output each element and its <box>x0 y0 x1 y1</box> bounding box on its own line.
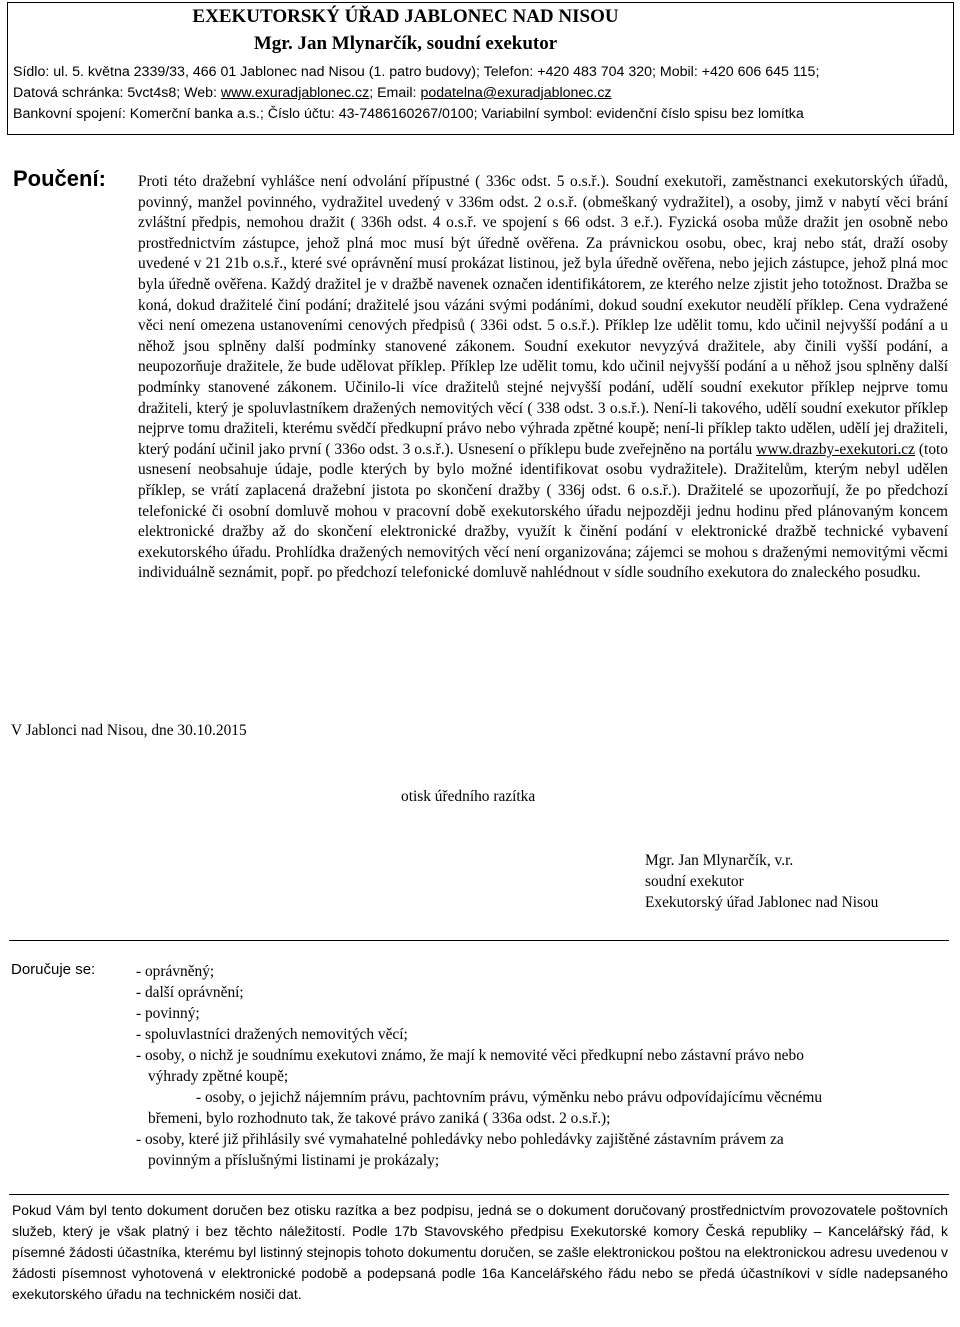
office-title: EXEKUTORSKÝ ÚŘAD JABLONEC NAD NISOU <box>192 6 619 27</box>
list-item: výhrady zpětné koupě; <box>148 1068 289 1085</box>
signer-name: Mgr. Jan Mlynarčík, v.r. <box>645 852 794 869</box>
delivery-list <box>136 961 936 1171</box>
instruction-heading: Poučení: <box>13 166 106 191</box>
email-link[interactable]: podatelna@exuradjablonec.cz <box>420 85 612 101</box>
bank-line: Bankovní spojení: Komerční banka a.s.; Číslo účtu: 43-7486160267/0100; Variabilní symbol: evidenční číslo spisu bez lomítka <box>13 106 804 122</box>
list-item: - osoby, o jejichž nájemním právu, pachtovním právu, výměnku nebo právu odpovídajícímu věcnému <box>196 1089 823 1106</box>
instruction-text-part2: (toto usnesení neobsahuje údaje, podle kterých by bylo možné identifikovat osobu vydražitele). Dražitelům, kterým nebyl udělen příklep, se vrátí zaplacená dražební jistota po skončení dražby ( 336j odst. 6 o.s.ř.). Dražitelé se upozorňují, že po předchozí telefonické či osobní domluvě mohou v pracovní době exekutorského úřadu nejpozději jednu hodinu před plánovaným koncem elektronické dražby až do skončení elektronické dražby, využít k činění podání v elektronické dražbě technické vybavení exekutorského úřadu. Prohlídka dražených nemovitých věcí není organizována; zájemci se mohou s draženými nemovitými věcmi individuálně seznámit, popř. po předchozí telefonické domluvě nahlédnout v sídle soudního exekutora do znaleckého posudku. <box>138 440 948 582</box>
signer-role: soudní exekutor <box>645 873 744 890</box>
email-label: ; Email: <box>369 85 421 101</box>
list-item: povinným a příslušnými listinami je prokázaly; <box>148 1152 440 1169</box>
list-item: - osoby, o nichž je soudnímu exekutovi známo, že mají k nemovité věci předkupní nebo zástavní právo nebo <box>136 1047 804 1064</box>
list-item: břemeni, bylo rozhodnuto tak, že takové právo zaniká ( 336a odst. 2 o.s.ř.); <box>148 1110 611 1127</box>
divider <box>9 1194 949 1195</box>
stamp-placeholder: otisk úředního razítka <box>401 788 536 805</box>
address-line: Sídlo: ul. 5. května 2339/33, 466 01 Jablonec nad Nisou (1. patro budovy); Telefon: +420 483 704 320; Mobil: +420 606 645 115; <box>13 64 820 80</box>
signature-block <box>645 850 878 913</box>
databox-label: Datová schránka: 5vct4s8; Web: <box>13 85 221 101</box>
web-link[interactable]: www.exuradjablonec.cz <box>220 85 370 101</box>
delivery-label: Doručuje se: <box>11 961 96 978</box>
footer-note: Pokud Vám byl tento dokument doručen bez otisku razítka a bez podpisu, jedná se o dokument doručovaný prostřednictvím provozovatele poštovních služeb, který je však platný i bez těchto náležitostí. Podle 17b Stavovského předpisu Exekutorské komory Česká republiky – Kancelářský řád, k písemné žádosti účastníka, kterému byl listinný stejnopis tohoto dokumentu doručen, se zašle elektronickou poštou na elektronickou adresu uvedenou v žádosti písemnost vyhotovená v elektronické podobě a podepsaná podle 16a Kancelářského řádu nebo se předá účastníkovi v sídle nadepsaného exekutorského úřadu na technickém nosiči dat. <box>12 1202 948 1302</box>
contact-line <box>13 85 612 101</box>
place-date: V Jablonci nad Nisou, dne 30.10.2015 <box>11 722 247 739</box>
letterhead-box <box>7 2 954 135</box>
list-item: - osoby, které již přihlásily své vymahatelné pohledávky nebo pohledávky zajištěné zástavním právem za <box>136 1131 784 1148</box>
divider <box>9 940 949 941</box>
signer-office: Exekutorský úřad Jablonec nad Nisou <box>645 894 879 911</box>
portal-link[interactable]: www.drazby-exekutori.cz <box>756 440 915 458</box>
instruction-text <box>138 172 948 584</box>
executor-name: Mgr. Jan Mlynarčík, soudní exekutor <box>253 33 558 54</box>
list-item: - spoluvlastníci dražených nemovitých věcí; <box>136 1026 408 1043</box>
list-item: - povinný; <box>136 1005 200 1022</box>
instruction-text-part1: Proti této dražební vyhlášce není odvolání přípustné ( 336c odst. 5 o.s.ř.). Soudní exekutoři, zaměstnanci exekutorských úřadů, povinný, manžel povinného, vydražitel uvedený v 336m odst. 2 o.s.ř. (obmeškaný vydražitel), a osoby, jimž v nabytí věci brání zvláštní předpis, nemohou dražit ( 336h odst. 4 o.s.ř. ve spojení s 66 odst. 3 e.ř.). Fyzická osoba může dražit jen osobně nebo prostřednictvím zástupce, jehož plná moc musí být úředně ověřena. Za právnickou osobu, obec, kraj nebo stát, draží osoby uvedené v 21 21b o.s.ř., které své oprávnění musí prokázat listinou, jež byla úředně ověřena, nebo jejich zástupce, jehož plná moc byla úředně ověřena. Každý dražitel je v dražbě navenek označen identifikátorem, ze kterého nelze zjistit jeho totožnost. Dražba se koná, dokud dražitelé činí podání; dražitelé jsou vázáni svými podáními, dokud soudní exekutor neudělí příklep. Cena vydražené věci není omezena ustanoveními cenových předpisů ( 336i odst. 5 o.s.ř.). Příklep lze udělit tomu, kdo učinil nejvyšší podání a u něhož jsou splněny další podmínky stanovené zákonem. Soudní exekutor nevyzývá dražitele, aby činili vyšší podání, a neupozorňuje dražitele, že bude udělovat příklep. Příklep lze udělit tomu, kdo učinil nejvyšší podání a u něhož jsou splněny další podmínky stanovené zákonem. Učinilo-li více dražitelů stejné nejvyšší podání, udělí soudní exekutor příklep nejprve tomu dražiteli, který je spoluvlastníkem dražených nemovitých věcí ( 338 odst. 3 o.s.ř.). Není-li takového, udělí soudní exekutor příklep nejprve tomu dražiteli, kterému svědčí předkupní právo nebo výhrada zpětné koupě; není-li příklep takto udělen, udělí jej dražiteli, který podání učinil jako první ( 336o odst. 3 o.s.ř.). Usnesení o příklepu bude zveřejněno na portálu <box>138 173 948 458</box>
list-item: - další oprávnění; <box>136 984 244 1001</box>
list-item: - oprávněný; <box>136 963 215 980</box>
